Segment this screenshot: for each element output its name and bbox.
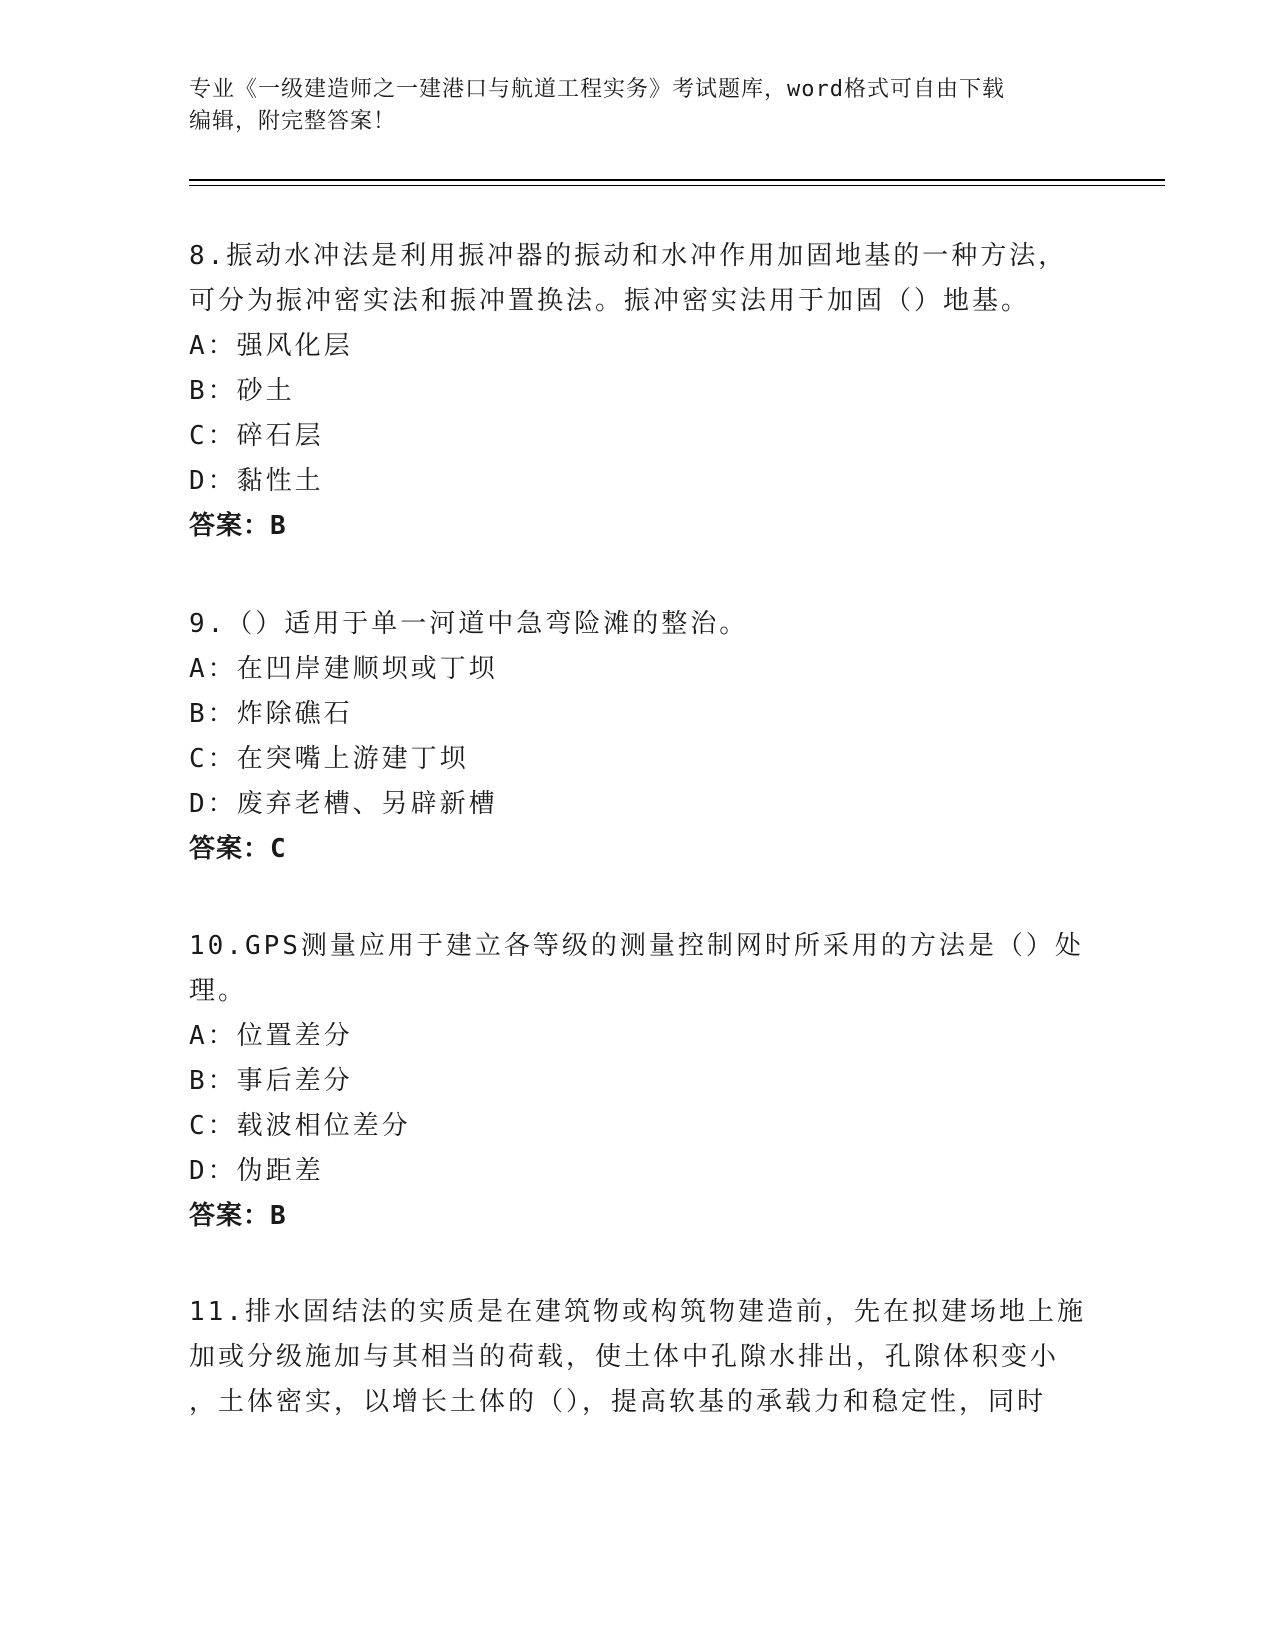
option-b: B：事后差分 [189, 1066, 353, 1096]
header-line-2: 编辑，附完整答案！ [189, 109, 397, 134]
question-9 [189, 602, 1089, 872]
question-stem-line: 11.排水固结法的实质是在建筑物或构筑物建造前，先在拟建场地上施 [189, 1297, 1086, 1327]
question-11 [189, 1290, 1089, 1425]
question-8 [189, 234, 1089, 549]
answer: 答案：B [189, 1201, 287, 1231]
option-b: B：砂土 [189, 376, 295, 406]
question-stem-line: 9.（）适用于单一河道中急弯险滩的整治。 [189, 609, 749, 639]
question-stem-line: 可分为振冲密实法和振冲置换法。振冲密实法用于加固（）地基。 [189, 286, 1031, 316]
option-c: C：碎石层 [189, 421, 324, 451]
header-divider-thin [189, 185, 1165, 186]
question-10 [189, 924, 1089, 1239]
option-d: D：伪距差 [189, 1156, 324, 1186]
option-c: C：载波相位差分 [189, 1111, 411, 1141]
question-stem-line: ，土体密实，以增长土体的（），提高软基的承载力和稳定性，同时 [189, 1387, 1047, 1417]
option-b: B：炸除礁石 [189, 699, 353, 729]
option-c: C：在突嘴上游建丁坝 [189, 744, 469, 774]
question-stem-line: 加或分级施加与其相当的荷载，使土体中孔隙水排出，孔隙体积变小 [189, 1342, 1060, 1372]
option-a: A：位置差分 [189, 1021, 353, 1051]
header-divider-thick [189, 179, 1165, 181]
option-a: A：在凹岸建顺坝或丁坝 [189, 654, 498, 684]
document-header [189, 74, 1089, 138]
question-stem-line: 8.振动水冲法是利用振冲器的振动和水冲作用加固地基的一种方法， [189, 241, 1068, 271]
header-line-1: 专业《一级建造师之一建港口与航道工程实务》考试题库，word格式可自由下载 [189, 77, 1005, 102]
question-stem-line: 10.GPS测量应用于建立各等级的测量控制网时所采用的方法是（）处 [189, 931, 1084, 961]
answer: 答案：C [189, 834, 287, 864]
option-d: D：黏性土 [189, 466, 324, 496]
question-stem-line: 理。 [189, 976, 248, 1006]
option-d: D：废弃老槽、另辟新槽 [189, 789, 498, 819]
answer: 答案：B [189, 511, 287, 541]
option-a: A：强风化层 [189, 331, 353, 361]
